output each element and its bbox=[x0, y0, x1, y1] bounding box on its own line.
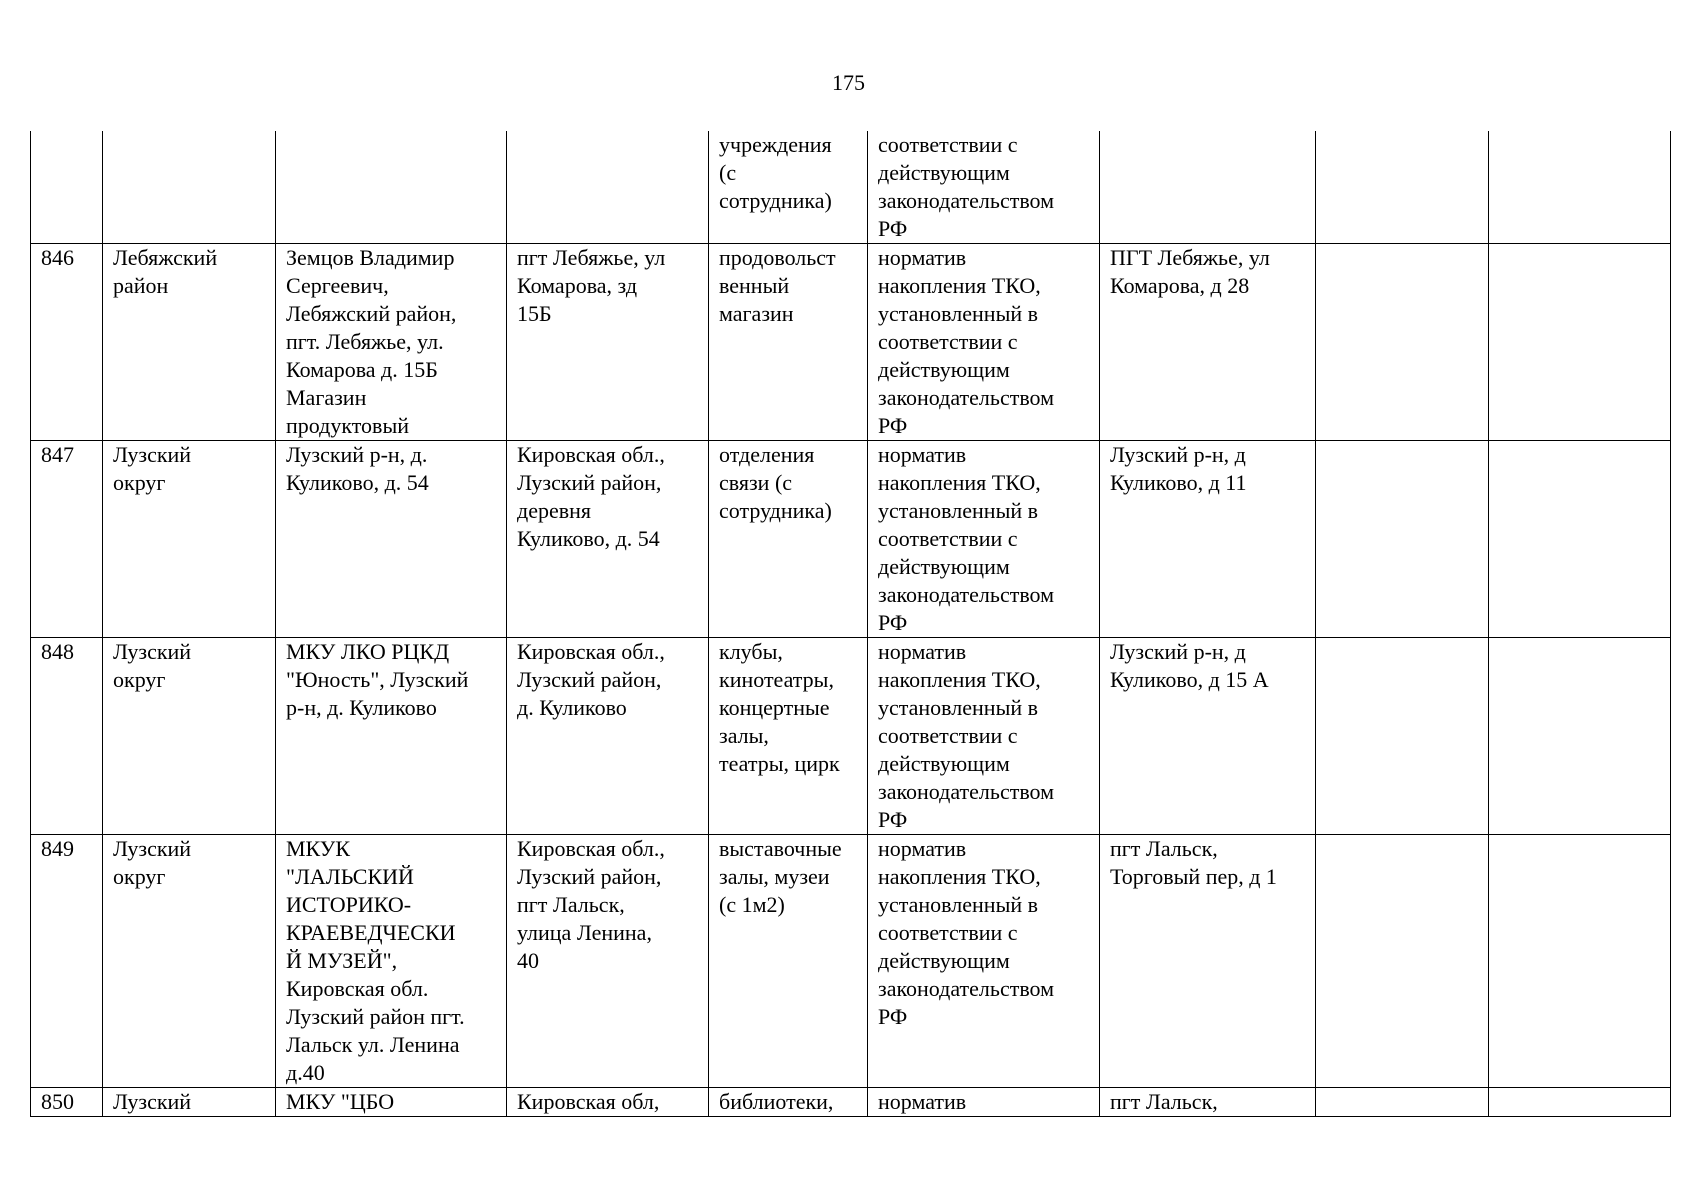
address-cell-text: Кировская обл., Лузский район, деревня Куликово, д. 54 bbox=[517, 442, 665, 551]
table-row bbox=[31, 835, 1671, 1088]
district-cell-text: Лебяжский район bbox=[113, 245, 218, 298]
address-cell bbox=[507, 441, 709, 638]
empty-cell bbox=[1489, 638, 1671, 835]
category-cell bbox=[709, 835, 868, 1088]
category-cell-text: продовольст венный магазин bbox=[719, 245, 836, 326]
address-cell bbox=[507, 1088, 709, 1117]
category-cell bbox=[709, 638, 868, 835]
organization-cell-text: МКУК "ЛАЛЬСКИЙ ИСТОРИКО- КРАЕВЕДЧЕСКИ Й МУЗЕЙ", Кировская обл. Лузский район пгт. Лальск ул. Ленина д.40 bbox=[286, 836, 465, 1085]
norm-cell-text: норматив накопления ТКО, установленный в соответствии с действующим законодательством РФ bbox=[878, 245, 1055, 438]
site-location-cell bbox=[1100, 131, 1316, 244]
organization-cell bbox=[276, 441, 507, 638]
organization-cell-text: МКУ ЛКО РЦКД "Юность", Лузский р-н, д. Куликово bbox=[286, 639, 469, 720]
empty-cell bbox=[1489, 441, 1671, 638]
category-cell bbox=[709, 244, 868, 441]
site-location-cell bbox=[1100, 835, 1316, 1088]
site-location-cell bbox=[1100, 1088, 1316, 1117]
category-cell-text: библиотеки, bbox=[719, 1089, 834, 1114]
empty-cell bbox=[1489, 131, 1671, 244]
row-number-cell-text: 849 bbox=[41, 836, 74, 861]
norm-cell bbox=[868, 244, 1100, 441]
table-row bbox=[31, 638, 1671, 835]
empty-cell bbox=[1316, 131, 1489, 244]
row-number-cell bbox=[31, 244, 103, 441]
site-location-cell-text: ПГТ Лебяжье, ул Комарова, д 28 bbox=[1110, 245, 1270, 298]
organization-cell bbox=[276, 638, 507, 835]
organization-cell bbox=[276, 835, 507, 1088]
empty-cell bbox=[1316, 638, 1489, 835]
norm-cell-text: норматив накопления ТКО, установленный в соответствии с действующим законодательством РФ bbox=[878, 836, 1055, 1029]
district-cell-text: Лузский округ bbox=[113, 442, 192, 495]
category-cell-text: выставочные залы, музеи (с 1м2) bbox=[719, 836, 842, 917]
organization-cell-text: Лузский р-н, д. Куликово, д. 54 bbox=[286, 442, 429, 495]
empty-cell bbox=[1316, 835, 1489, 1088]
table-row bbox=[31, 131, 1671, 244]
address-cell bbox=[507, 638, 709, 835]
category-cell bbox=[709, 1088, 868, 1117]
empty-cell bbox=[1316, 441, 1489, 638]
table-row bbox=[31, 244, 1671, 441]
norm-cell bbox=[868, 638, 1100, 835]
page-number: 175 bbox=[832, 70, 865, 95]
site-location-cell-text: Лузский р-н, д Куликово, д 11 bbox=[1110, 442, 1247, 495]
row-number-cell bbox=[31, 131, 103, 244]
district-cell bbox=[103, 638, 276, 835]
norm-cell bbox=[868, 835, 1100, 1088]
norm-cell bbox=[868, 441, 1100, 638]
row-number-cell bbox=[31, 638, 103, 835]
norm-cell-text: норматив накопления ТКО, установленный в соответствии с действующим законодательством РФ bbox=[878, 442, 1055, 635]
district-cell-text: Лузский округ bbox=[113, 639, 192, 692]
organization-cell bbox=[276, 1088, 507, 1117]
address-cell-text: Кировская обл., Лузский район, д. Куликово bbox=[517, 639, 665, 720]
table-row bbox=[31, 1088, 1671, 1117]
district-cell bbox=[103, 244, 276, 441]
district-cell bbox=[103, 441, 276, 638]
category-cell-text: отделения связи (с сотрудника) bbox=[719, 442, 832, 523]
organization-cell bbox=[276, 244, 507, 441]
row-number-cell-text: 847 bbox=[41, 442, 74, 467]
organization-cell bbox=[276, 131, 507, 244]
row-number-cell-text: 848 bbox=[41, 639, 74, 664]
norm-cell-text: норматив накопления ТКО, установленный в соответствии с действующим законодательством РФ bbox=[878, 639, 1055, 832]
table-body bbox=[31, 131, 1671, 1117]
row-number-cell bbox=[31, 1088, 103, 1117]
site-location-cell bbox=[1100, 441, 1316, 638]
category-cell-text: учреждения (с сотрудника) bbox=[719, 132, 832, 213]
row-number-cell bbox=[31, 835, 103, 1088]
address-cell-text: пгт Лебяжье, ул Комарова, зд 15Б bbox=[517, 245, 666, 326]
row-number-cell-text: 850 bbox=[41, 1089, 74, 1114]
norm-cell bbox=[868, 131, 1100, 244]
site-location-cell-text: пгт Лальск, bbox=[1110, 1089, 1218, 1114]
organization-cell-text: МКУ "ЦБО bbox=[286, 1089, 395, 1114]
district-cell bbox=[103, 835, 276, 1088]
address-cell bbox=[507, 244, 709, 441]
empty-cell bbox=[1489, 835, 1671, 1088]
district-cell-text: Лузский bbox=[113, 1089, 192, 1114]
row-number-cell bbox=[31, 441, 103, 638]
site-location-cell-text: Лузский р-н, д Куликово, д 15 А bbox=[1110, 639, 1269, 692]
empty-cell bbox=[1489, 244, 1671, 441]
category-cell-text: клубы, кинотеатры, концертные залы, театры, цирк bbox=[719, 639, 840, 776]
row-number-cell-text: 846 bbox=[41, 245, 74, 270]
norm-cell bbox=[868, 1088, 1100, 1117]
norm-cell-text: соответствии с действующим законодательством РФ bbox=[878, 132, 1055, 241]
registry-table bbox=[30, 131, 1671, 1117]
site-location-cell-text: пгт Лальск, Торговый пер, д 1 bbox=[1110, 836, 1277, 889]
empty-cell bbox=[1489, 1088, 1671, 1117]
district-cell bbox=[103, 1088, 276, 1117]
category-cell bbox=[709, 131, 868, 244]
district-cell bbox=[103, 131, 276, 244]
empty-cell bbox=[1316, 244, 1489, 441]
address-cell bbox=[507, 131, 709, 244]
site-location-cell bbox=[1100, 638, 1316, 835]
address-cell-text: Кировская обл., Лузский район, пгт Лальск, улица Ленина, 40 bbox=[517, 836, 665, 973]
table-row bbox=[31, 441, 1671, 638]
empty-cell bbox=[1316, 1088, 1489, 1117]
norm-cell-text: норматив bbox=[878, 1089, 967, 1114]
site-location-cell bbox=[1100, 244, 1316, 441]
category-cell bbox=[709, 441, 868, 638]
district-cell-text: Лузский округ bbox=[113, 836, 192, 889]
organization-cell-text: Земцов Владимир Сергеевич, Лебяжский район, пгт. Лебяжье, ул. Комарова д. 15Б Магазин продуктовый bbox=[286, 245, 457, 438]
address-cell bbox=[507, 835, 709, 1088]
address-cell-text: Кировская обл, bbox=[517, 1089, 660, 1114]
